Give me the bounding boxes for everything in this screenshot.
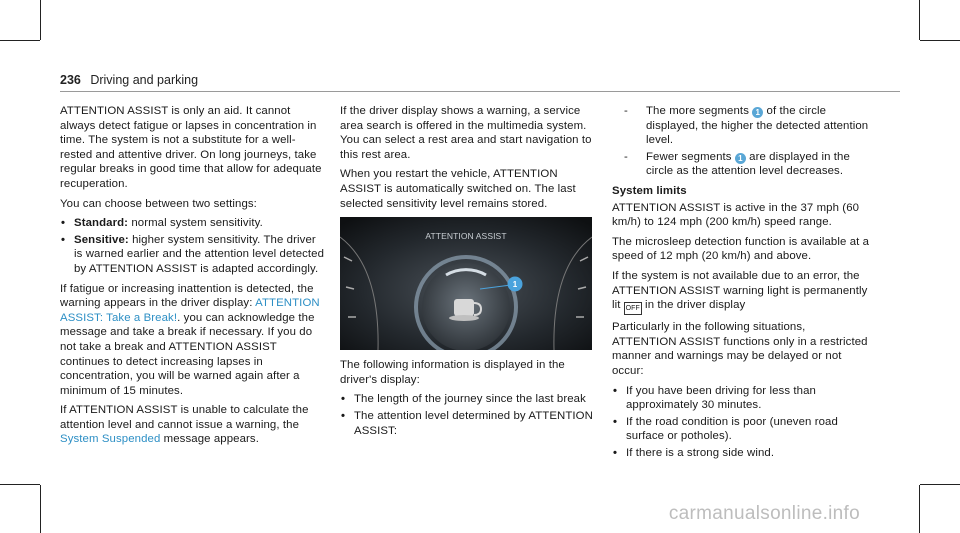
crop-mark (40, 485, 41, 533)
list-item: - Fewer segments 1 are displayed in the circle as the attention level decreases. (624, 150, 850, 178)
display-message: ATTENTION ASSIST: Take a Break! (60, 297, 320, 324)
crop-mark (919, 485, 920, 533)
page-number: 236 (60, 73, 81, 87)
crop-mark (0, 40, 40, 41)
attention-assist-display-image (340, 217, 592, 350)
paragraph: If ATTENTION ASSIST is unable to calculate the attention level and cannot issue a warning, the System Suspended message appears. (60, 404, 309, 446)
callout-number: 1 (512, 280, 518, 290)
callout-number: 1 (735, 153, 746, 164)
crop-mark (919, 0, 920, 40)
paragraph: If the driver display shows a warning, a service area search is offered in the multimedia system. You can select a rest area and start navigation to this rest area. (340, 105, 592, 161)
settings-list (60, 216, 326, 276)
list-item: • Sensitive: higher system sensitivity. The driver is warned earlier and the attention level detected by ATTENTION ASSIST is adapted accordingly. (61, 233, 325, 275)
info-list (340, 392, 598, 438)
screen-title: ATTENTION ASSIST (425, 231, 507, 242)
attention-assist-warning-icon: OFF (624, 302, 642, 315)
limits-list (612, 384, 870, 461)
list-item: - The more segments 1 of the circle displayed, the higher the detected attention level. (624, 105, 869, 147)
section-title: Driving and parking (90, 73, 199, 87)
crop-mark (920, 40, 960, 41)
column-1 (60, 104, 326, 452)
paragraph: The microsleep detection function is available at a speed of 12 mph (20 km/h) and above. (612, 235, 870, 263)
crop-mark (920, 484, 960, 485)
paragraph: ATTENTION ASSIST is only an aid. It cannot always detect fatigue or lapses in concentration in time. The system is not a substitute for a well-rested and attentive driver. On long journeys, take regular breaks in good time that allow for adequate recuperation. (60, 105, 322, 190)
callout-number: 1 (752, 107, 763, 118)
list-item: • If the road condition is poor (uneven road surface or potholes). (613, 415, 838, 443)
display-message: System Suspended (60, 433, 161, 446)
header-divider (60, 91, 900, 92)
list-item: • The attention level determined by ATTENTION ASSIST: (341, 409, 593, 437)
list-item: • The length of the journey since the last break (341, 393, 586, 406)
crop-mark (40, 0, 41, 40)
watermark: carmanualsonline.info (668, 503, 860, 524)
paragraph: When you restart the vehicle, ATTENTION ASSIST is automatically switched on. The last selected sensitivity level remains stored. (340, 168, 576, 210)
paragraph: If the system is not available due to an error, the ATTENTION ASSIST warning light is permanently lit OFF in the driver display (612, 269, 870, 315)
paragraph: ATTENTION ASSIST is active in the 37 mph (60 km/h) to 124 mph (200 km/h) speed range. (612, 201, 860, 229)
column-2 (340, 104, 598, 443)
page-header (60, 73, 198, 87)
list-item: • Standard: normal system sensitivity. (61, 217, 263, 230)
list-item: • If there is a strong side wind. (613, 446, 775, 459)
list-item: • If you have been driving for less than approximately 30 minutes. (613, 384, 816, 412)
paragraph: If fatigue or increasing inattention is detected, the warning appears in the driver display: ATTENTION ASSIST: Take a Break!. you can acknowledge the message and take a break if necessary. If you do not take a break and ATTENTION ASSIST continues to detect increasing lapses in concentration, you will be warned again after a minimum of 15 minutes. (60, 282, 320, 397)
column-3 (612, 104, 870, 465)
section-heading: System limits (612, 184, 687, 197)
paragraph: You can choose between two settings: (60, 197, 257, 210)
paragraph: Particularly in the following situations, ATTENTION ASSIST functions only in a restricted manner and warnings may be delayed or not occur: (612, 321, 868, 377)
attention-level-list (612, 104, 870, 179)
crop-mark (0, 484, 40, 485)
paragraph: The following information is displayed in the driver's display: (340, 359, 565, 386)
